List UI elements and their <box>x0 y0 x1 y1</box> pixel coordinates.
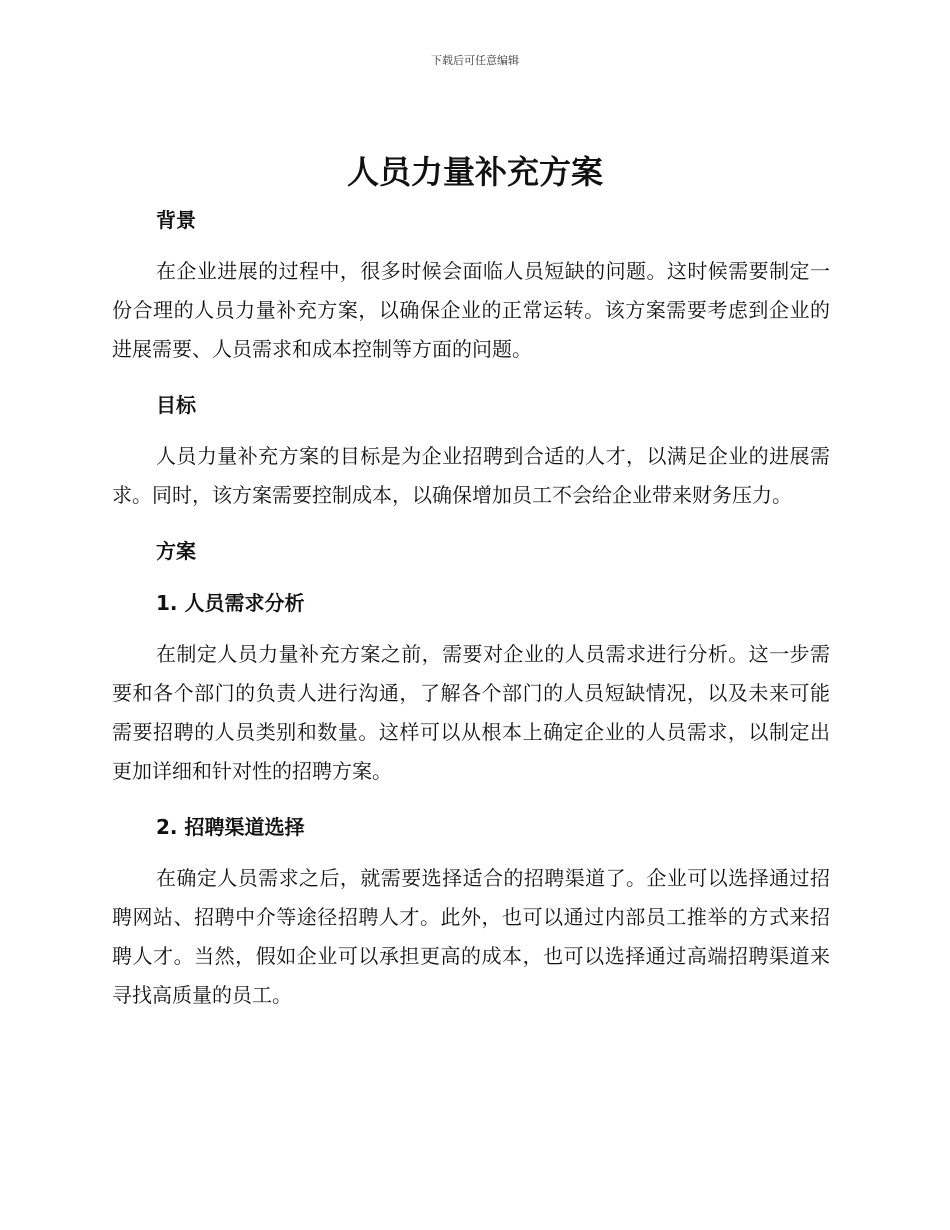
document-title: 人员力量补充方案 <box>346 153 603 191</box>
section-heading-goal: 目标 <box>156 393 196 417</box>
section-heading-plan: 方案 <box>156 539 196 563</box>
section-paragraph-goal: 人员力量补充方案的目标是为企业招聘到合适的人才，以满足企业的进展需求。同时，该方案需要控制成本，以确保增加员工不会给企业带来财务压力。 <box>112 444 830 507</box>
section-paragraph-recruit-channel: 在确定人员需求之后，就需要选择适合的招聘渠道了。企业可以选择通过招聘网站、招聘中介等途径招聘人才。此外，也可以通过内部员工推举的方式来招聘人才。当然，假如企业可以承担更高的成本，也可以选择通过高端招聘渠道来寻找高质量的员工。 <box>112 866 830 1007</box>
page-header-note: 下载后可任意编辑 <box>431 54 519 67</box>
section-heading-recruit-channel: 2. 招聘渠道选择 <box>156 815 305 839</box>
section-heading-demand-analysis: 1. 人员需求分析 <box>156 591 305 615</box>
document-body <box>112 200 830 1015</box>
section-paragraph-background: 在企业进展的过程中，很多时候会面临人员短缺的问题。这时候需要制定一份合理的人员力量补充方案，以确保企业的正常运转。该方案需要考虑到企业的进展需要、人员需求和成本控制等方面的问题。 <box>112 259 830 361</box>
section-heading-background: 背景 <box>156 208 196 232</box>
section-paragraph-demand-analysis: 在制定人员力量补充方案之前，需要对企业的人员需求进行分析。这一步需要和各个部门的负责人进行沟通，了解各个部门的人员短缺情况，以及未来可能需要招聘的人员类别和数量。这样可以从根本上确定企业的人员需求，以制定出更加详细和针对性的招聘方案。 <box>112 642 830 783</box>
